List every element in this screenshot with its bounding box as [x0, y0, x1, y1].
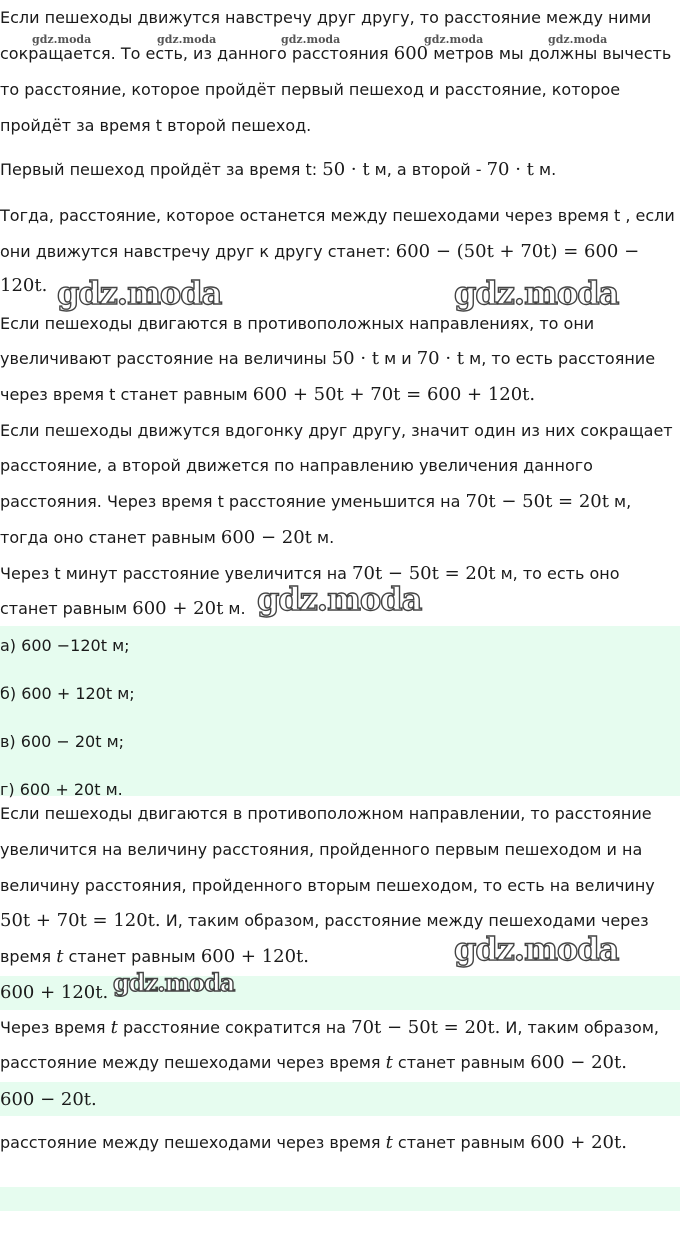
- after-line-2: станет равным 600 + 20t м.: [0, 598, 246, 619]
- chase-line-2: расстояние, а второй движется по направлению увеличения данного: [0, 456, 593, 475]
- sol2-line-1: Если пешеходы двигаются в противоположном направлении, то расстояние: [0, 802, 680, 826]
- chase-line-4: тогда оно станет равным 600 − 20t м.: [0, 527, 335, 548]
- intro-line-3: то расстояние, которое пройдёт первый пешеход и расстояние, которое: [0, 80, 621, 99]
- after-line-1: Через t минут расстояние увеличится на 70t − 50t = 20t м, то есть оно: [0, 563, 620, 584]
- sol3-answer-band: [0, 1082, 680, 1116]
- then-line-1: Тогда, расстояние, которое останется между пешеходами через время t , если: [0, 206, 675, 225]
- intro-line-2: сокращается. То есть, из данного расстояния 600 метров мы должны вычесть: [0, 43, 672, 64]
- sol2-line-5: время t станет равным 600 + 120t.: [0, 946, 310, 967]
- sol3-line-2: расстояние между пешеходами через время t станет равным 600 − 20t.: [0, 1052, 627, 1073]
- answer-c: в) 600 − 20t м;: [0, 732, 125, 751]
- watermark: gdz.moda: [157, 33, 217, 46]
- watermark: gdz.moda: [281, 33, 341, 46]
- sol3-line-1: Через время t расстояние сократится на 70t − 50t = 20t. И, таким образом,: [0, 1017, 659, 1038]
- answer-d: г) 600 + 20t м.: [0, 780, 123, 799]
- watermark: gdz.moda: [548, 33, 608, 46]
- watermark: gdz.moda: [454, 930, 619, 968]
- opposite-line-1: Если пешеходы двигаются в противоположных направлениях, то они: [0, 314, 595, 333]
- opposite-line-2: увеличивают расстояние на величины 50 · t м и 70 · t м, то есть расстояние: [0, 348, 656, 369]
- sol2-line-2: увеличится на величину расстояния, пройденного первым пешеходом и на: [0, 840, 643, 859]
- then-line-2: они движутся навстречу друг к другу станет: 600 − (50t + 70t) = 600 −: [0, 241, 640, 262]
- sol2-answer: 600 + 120t.: [0, 982, 109, 1003]
- opposite-line-3: через время t станет равным 600 + 50t + 70t = 600 + 120t.: [0, 384, 536, 405]
- sol3-answer: 600 − 20t.: [0, 1089, 97, 1110]
- chase-line-3: расстояния. Через время t расстояние уменьшится на 70t − 50t = 20t м,: [0, 491, 632, 512]
- watermark: gdz.moda: [57, 274, 222, 312]
- watermark: gdz.moda: [454, 274, 619, 312]
- sol4-line-2: расстояние между пешеходами через время t станет равным 600 + 20t.: [0, 1132, 627, 1153]
- watermark: gdz.moda: [424, 33, 484, 46]
- watermark: gdz.moda: [113, 968, 235, 997]
- intro-line-4: пройдёт за время t второй пешеход.: [0, 116, 312, 135]
- chase-line-1: Если пешеходы движутся вдогонку друг другу, значит один из них сокращает: [0, 421, 673, 440]
- answer-a: а) 600 −120t м;: [0, 636, 130, 655]
- first-pedestrian-text: Первый пешеход пройдёт за время t: 50 · t м, а второй - 70 · t м.: [0, 159, 557, 180]
- watermark: gdz.moda: [257, 580, 422, 618]
- sol4-answer-band: [0, 1187, 680, 1211]
- sol2-line-4: 50t + 70t = 120t. И, таким образом, расстояние между пешеходами через: [0, 910, 649, 931]
- watermark: gdz.moda: [32, 33, 92, 46]
- intro-line-1: Если пешеходы движутся навстречу друг другу, то расстояние между ними: [0, 8, 652, 27]
- sol2-line-3: величину расстояния, пройденного вторым пешеходом, то есть на величину: [0, 876, 655, 895]
- answer-b: б) 600 + 120t м;: [0, 684, 135, 703]
- then-line-3: 120t.: [0, 275, 48, 296]
